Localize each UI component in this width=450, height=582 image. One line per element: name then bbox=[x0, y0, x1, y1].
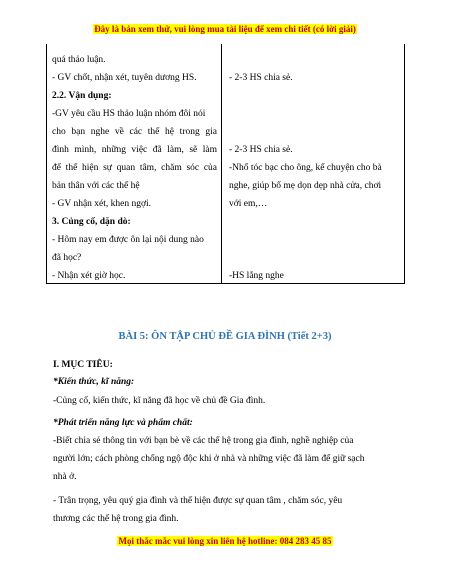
table-left-line: đình mình, những việc đã làm, sẽ làm bbox=[52, 145, 217, 155]
table-right-line: - 2-3 HS chia sẻ. bbox=[229, 73, 293, 83]
table-right-line: - 2-3 HS chia sẻ. bbox=[229, 145, 293, 155]
lesson-title: BÀI 5: ÔN TẬP CHỦ ĐỀ GIA ĐÌNH (Tiết 2+3) bbox=[118, 331, 332, 342]
table-left-line: cho bạn nghe về các thế hệ trong gia bbox=[52, 127, 217, 137]
table-right-line: -Nhổ tóc bạc cho ông, kể chuyện cho bà bbox=[229, 163, 382, 173]
column-divider bbox=[221, 44, 222, 283]
competency-heading: *Phát triển năng lực và phẩm chất: bbox=[53, 418, 193, 428]
knowledge-heading: *Kiến thức, kĩ năng: bbox=[53, 377, 135, 387]
footer-notice: Mọi thắc mắc vui lòng xin liên hệ hotline: 084 283 45 85 bbox=[118, 536, 332, 546]
competency-text: người lớn; cách phòng chống ngộ độc khi ở nhà và những việc đã làm để giữ sạch bbox=[53, 454, 365, 464]
header-notice: Đây là bản xem thử, vui lòng mua tài liệu để xem chi tiết (có lời giải) bbox=[94, 24, 356, 34]
table-right-line: với em,… bbox=[229, 199, 268, 209]
table-right-line: -HS lắng nghe bbox=[229, 271, 284, 281]
section-heading-van-dung: 2.2. Vận dụng: bbox=[52, 91, 112, 101]
activity-table bbox=[46, 44, 405, 284]
objectives-heading: I. MỤC TIÊU: bbox=[53, 360, 113, 370]
table-left-line: đã học? bbox=[52, 253, 82, 263]
table-left-line: - Nhận xét giờ học. bbox=[52, 271, 126, 281]
competency-text: -Biết chia sẻ thông tin với bạn bè về các thế hệ trong gia đình, nghề nghiệp của bbox=[53, 436, 354, 446]
table-left-line: để thể hiện sự quan tâm, chăm sóc của bbox=[52, 163, 217, 173]
attitude-text: thương các thế hệ trong gia đình. bbox=[53, 514, 179, 524]
attitude-text: - Trân trọng, yêu quý gia đình và thế hiện được sự quan tâm , chăm sóc, yêu bbox=[53, 496, 343, 506]
table-left-line: quá thảo luận. bbox=[52, 55, 106, 65]
table-left-line: bản thân với các thế hệ bbox=[52, 181, 140, 191]
table-left-line: - GV chốt, nhận xét, tuyên dương HS. bbox=[52, 73, 197, 83]
section-heading-cung-co: 3. Củng cố, dặn dò: bbox=[52, 217, 131, 227]
table-left-line: - Hôm nay em được ôn lại nội dung nào bbox=[52, 235, 204, 245]
table-left-line: -GV yêu cầu HS thảo luận nhóm đôi nói bbox=[52, 109, 206, 119]
table-right-line: nghe, giúp bố mẹ dọn dẹp nhà cửa, chơi bbox=[229, 181, 382, 191]
table-left-line: - GV nhận xét, khen ngợi. bbox=[52, 199, 152, 209]
knowledge-text: -Củng cố, kiến thức, kĩ năng đã học về chủ đề Gia đình. bbox=[53, 396, 266, 406]
competency-text: nhà ở. bbox=[53, 472, 77, 482]
